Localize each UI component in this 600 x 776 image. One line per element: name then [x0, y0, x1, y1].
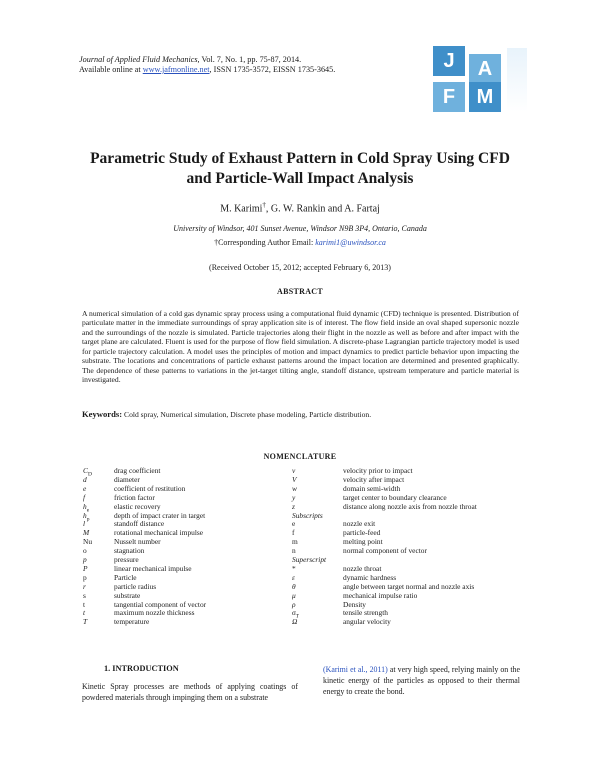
- nomenclature-description: Nusselt number: [114, 537, 161, 547]
- nomenclature-symbol: n: [292, 546, 296, 556]
- nomenclature-description: mechanical impulse ratio: [343, 590, 418, 600]
- nomenclature-description: rotational mechanical impulse: [114, 528, 204, 538]
- journal-citation: , Vol. 7, No. 1, pp. 75-87, 2014.: [197, 55, 302, 64]
- nomenclature-row: [292, 599, 366, 609]
- nomenclature-row: [83, 581, 157, 591]
- nomenclature-row: [292, 617, 391, 627]
- nomenclature-row: [292, 528, 381, 538]
- nomenclature-description: velocity prior to impact: [343, 466, 413, 475]
- nomenclature-symbol: Nu: [83, 537, 93, 547]
- nomenclature-row: [83, 546, 145, 556]
- title-line-2: and Particle-Wall Impact Analysis: [186, 170, 414, 187]
- nomenclature-symbol: h: [83, 510, 87, 520]
- nomenclature-description: normal component of vector: [343, 546, 427, 556]
- keywords-label: Keywords:: [82, 409, 123, 419]
- issn-text: , ISSN 1735-3572, EISSN 1735-3645.: [209, 65, 336, 74]
- nomenclature-symbol: θ: [292, 581, 296, 591]
- nomenclature-description: particle radius: [114, 581, 157, 591]
- nomenclature-description: nozzle throat: [343, 563, 382, 573]
- title-line-1: Parametric Study of Exhaust Pattern in Cold Spray Using CFD: [90, 150, 510, 167]
- nomenclature-row: [292, 466, 413, 475]
- nomenclature-symbol: m: [292, 537, 298, 547]
- nomenclature-description: angle between target normal and nozzle axis: [343, 581, 475, 591]
- authors: [0, 201, 600, 214]
- nomenclature-description: distance along nozzle axis from nozzle throat: [343, 501, 477, 511]
- nomenclature-symbol: f: [292, 528, 295, 538]
- keywords: [82, 409, 519, 419]
- journal-header: [79, 55, 335, 75]
- abstract-text: A numerical simulation of a cold gas dynamic spray process using a computational fluid dynamic (CFD) technique is presented. Distribution of particulate matter in the immediate surroundings of spray application site is of interest. The flow field inside an oval shaped supersonic nozzle and the surroundings of the nozzle is simulated. Particle trajectories along their flight in the nozzle as well as before and after impact with the target plane are calculated. Fluent is used for the purpose of flow field simulation. A discrete-phase Lagrangian particle trajectory model is used for particle trajectory calculation. A model uses the principles of motion and impact dynamics to predict particle behavior upon impacting the substrate. The locations and concentrations of particle exhaust patterns around the impact location are determined and presented graphically. The dependence of these patterns to variations in the jet-target tilting angle, standoff distance, upstream temperature and particle material is investigated.: [82, 309, 519, 385]
- dagger-mark: †: [262, 201, 266, 209]
- nomenclature-row: [83, 528, 204, 538]
- nomenclature-description: diameter: [114, 474, 140, 484]
- received-dates: (Received October 15, 2012; accepted February 6, 2013): [209, 263, 391, 272]
- nomenclature-row: [83, 537, 161, 547]
- nomenclature-row: [83, 599, 207, 609]
- nomenclature-symbol: *: [292, 563, 296, 573]
- nomenclature-description: linear mechanical impulse: [114, 563, 192, 573]
- nomenclature-symbol: ε: [292, 572, 295, 582]
- nomenclature-description: stagnation: [114, 546, 145, 556]
- nomenclature-symbol: e: [292, 519, 296, 529]
- nomenclature-row: [292, 492, 447, 502]
- logo-decoration: [507, 48, 527, 112]
- nomenclature-row: [292, 474, 405, 484]
- nomenclature-description: depth of impact crater in target: [114, 510, 206, 520]
- intro-right-paragraph: [323, 664, 520, 697]
- nomenclature-subscript: p: [86, 515, 90, 522]
- logo-cell: A: [469, 54, 501, 84]
- nomenclature-row: [292, 537, 383, 547]
- keywords-text: Cold spray, Numerical simulation, Discrete phase modeling, Particle distribution.: [122, 410, 372, 419]
- nomenclature-description: domain semi-width: [343, 483, 401, 493]
- nomenclature-description: tensile strength: [343, 608, 388, 618]
- nomenclature-symbol: r: [83, 581, 86, 591]
- nomenclature-description: angular velocity: [343, 617, 391, 627]
- nomenclature-description: Density: [343, 599, 366, 609]
- corr-email-link[interactable]: karimi1@uwindsor.ca: [315, 238, 386, 247]
- nomenclature-row: [83, 617, 150, 627]
- nomenclature-row: [83, 590, 141, 600]
- nomenclature-symbol: l: [83, 519, 86, 529]
- nomenclature-symbol: d: [83, 474, 87, 484]
- nomenclature-row: [292, 546, 427, 556]
- nomenclature-description: nozzle exit: [343, 519, 376, 529]
- nomenclature-symbol: P: [83, 563, 88, 573]
- nomenclature-subheading: [292, 555, 326, 564]
- nomenclature-description: coefficient of restitution: [114, 483, 186, 493]
- logo-cell: J: [433, 46, 465, 76]
- nomenclature-symbol: p: [83, 555, 87, 564]
- nomenclature-symbol: p: [83, 572, 87, 582]
- nomenclature-group-label: Superscript: [292, 555, 327, 564]
- corr-label: †Corresponding Author Email:: [214, 238, 316, 247]
- nomenclature-description: velocity after impact: [343, 474, 405, 484]
- nomenclature-description: standoff distance: [114, 519, 165, 529]
- logo-cell: M: [469, 82, 501, 112]
- nomenclature-symbol: v: [292, 466, 296, 475]
- nomenclature-row: [83, 608, 195, 618]
- nomenclature-row: [83, 492, 155, 502]
- journal-website-link[interactable]: www.jafmonline.net: [142, 65, 210, 74]
- corresponding-author: [0, 238, 600, 247]
- jafm-logo: [429, 44, 533, 116]
- nomenclature-description: substrate: [114, 590, 141, 600]
- abstract-heading: ABSTRACT: [277, 287, 323, 296]
- nomenclature-description: temperature: [114, 617, 150, 627]
- nomenclature-symbol: C: [83, 466, 88, 475]
- citation-link[interactable]: (Karimi et al., 2011): [323, 665, 388, 674]
- journal-name: Journal of Applied Fluid Mechanics: [79, 55, 198, 64]
- nomenclature-subscript: e: [86, 507, 90, 514]
- nomenclature-symbol: ρ: [292, 599, 296, 609]
- affiliation: University of Windsor, 401 Sunset Avenue, Windsor N9B 3P4, Ontario, Canada: [173, 224, 427, 233]
- nomenclature-description: drag coefficient: [114, 466, 161, 475]
- nomenclature-row: [83, 572, 137, 582]
- author-first: M. Karimi: [220, 203, 263, 215]
- nomenclature-symbol: t: [83, 608, 86, 618]
- nomenclature-row: [292, 483, 401, 493]
- nomenclature-row: [292, 501, 477, 511]
- available-prefix: Available online at: [79, 65, 143, 74]
- introduction-heading: 1. INTRODUCTION: [104, 664, 179, 673]
- nomenclature-row: [83, 483, 186, 493]
- nomenclature-subheading: [292, 511, 323, 520]
- nomenclature-symbol: μ: [292, 590, 296, 600]
- nomenclature-description: Particle: [114, 572, 137, 582]
- nomenclature-row: [83, 563, 192, 573]
- nomenclature-description: pressure: [114, 555, 139, 564]
- nomenclature-symbol: M: [83, 528, 90, 538]
- nomenclature-description: target center to boundary clearance: [343, 492, 447, 502]
- nomenclature-symbol: σ: [292, 608, 296, 618]
- nomenclature-description: particle-feed: [343, 528, 381, 538]
- nomenclature-symbol: e: [83, 483, 87, 493]
- nomenclature-subscript: D: [87, 471, 92, 478]
- nomenclature-description: tangential component of vector: [114, 599, 207, 609]
- nomenclature-row: [83, 555, 139, 564]
- nomenclature-symbol: w: [292, 483, 297, 493]
- paper-title: [60, 149, 540, 189]
- nomenclature-symbol: t: [83, 599, 86, 609]
- nomenclature-symbol: f: [83, 492, 86, 502]
- nomenclature-row: [292, 519, 376, 529]
- author-rest: , G. W. Rankin and A. Fartaj: [265, 203, 380, 215]
- nomenclature-row: [292, 572, 397, 582]
- intro-right-text: at very high speed, relying mainly on the kinetic energy of the particles as opposed to their thermal energy to create the bond.: [323, 665, 520, 696]
- nomenclature-symbol: z: [292, 501, 295, 511]
- nomenclature-symbol: y: [292, 492, 296, 502]
- nomenclature-row: [292, 563, 382, 573]
- nomenclature-symbol: T: [83, 617, 88, 627]
- intro-left-paragraph: Kinetic Spray processes are methods of applying coatings of powdered materials through impinging them on a substrate: [82, 682, 298, 702]
- nomenclature-row: [83, 519, 165, 529]
- nomenclature-description: dynamic hardness: [343, 572, 397, 582]
- logo-cell: F: [433, 82, 465, 112]
- nomenclature-symbol: s: [83, 590, 86, 600]
- nomenclature-symbol: h: [83, 501, 87, 511]
- nomenclature-symbol: o: [83, 546, 87, 556]
- nomenclature-row: [292, 590, 418, 600]
- nomenclature-row: [83, 474, 140, 484]
- nomenclature-subscript: T: [295, 613, 300, 620]
- nomenclature-group-label: Subscripts: [292, 510, 323, 520]
- nomenclature-symbol: Ω: [292, 617, 298, 627]
- nomenclature-description: melting point: [343, 537, 383, 547]
- nomenclature-heading: NOMENCLATURE: [263, 452, 337, 461]
- nomenclature-row: [292, 581, 475, 591]
- nomenclature-description: maximum nozzle thickness: [114, 608, 195, 618]
- nomenclature-description: elastic recovery: [114, 501, 161, 511]
- nomenclature-description: friction factor: [114, 492, 155, 502]
- nomenclature-symbol: V: [292, 474, 297, 484]
